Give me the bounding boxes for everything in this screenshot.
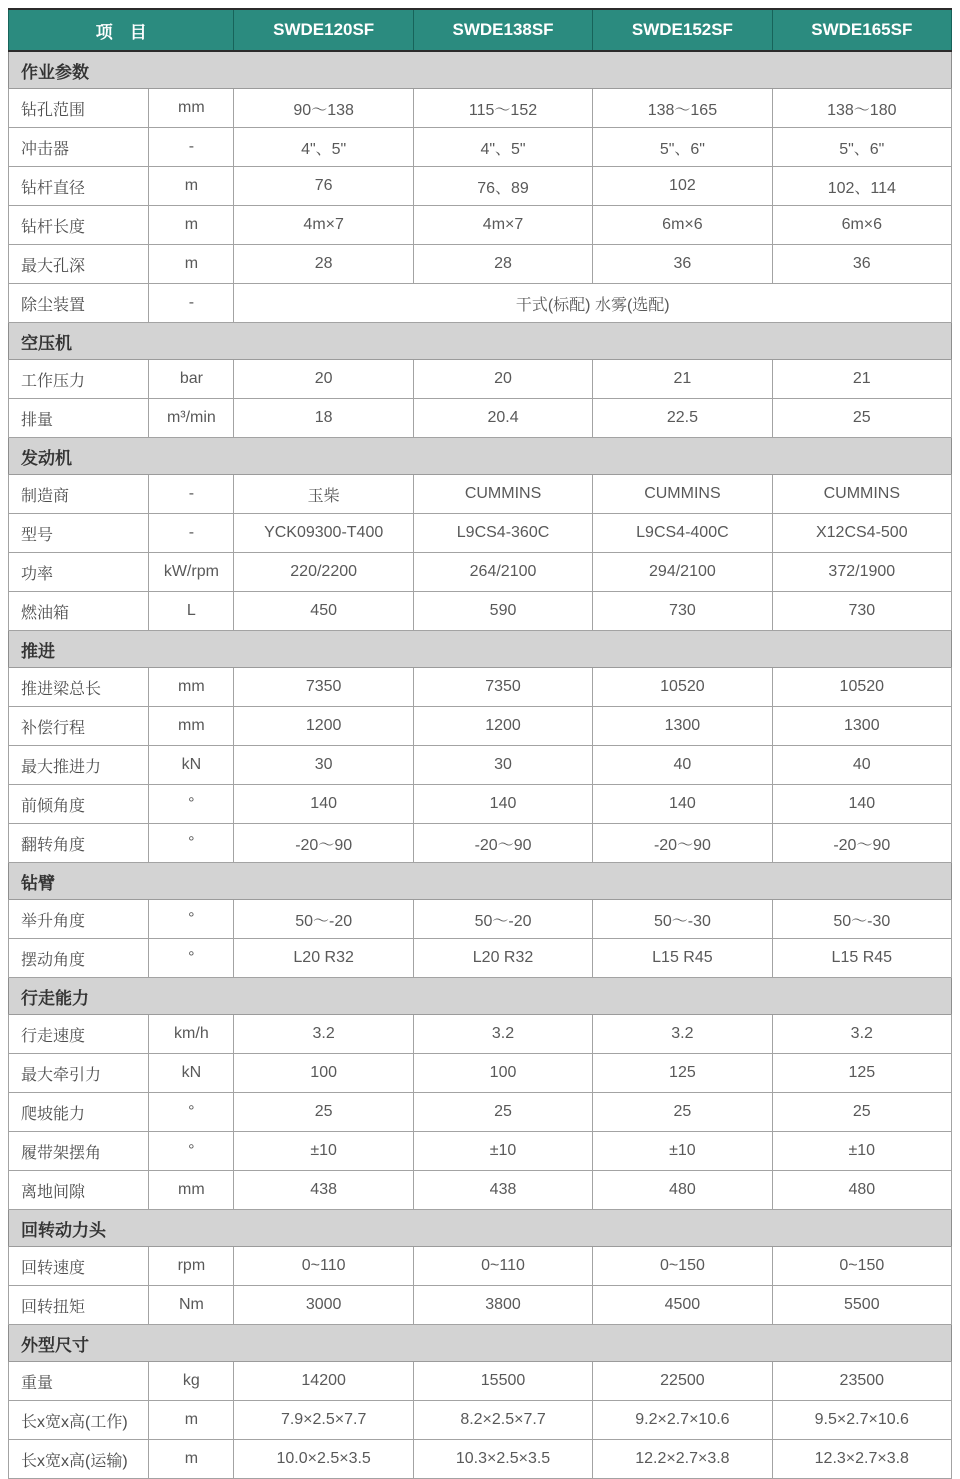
section-title: 发动机 [9,438,952,475]
row-unit: ° [149,824,234,863]
row-value: 21 [772,360,951,399]
row-value: 3.2 [413,1015,592,1054]
row-value: -20～90 [413,824,592,863]
row-value: 28 [413,245,592,284]
row-value: 9.2×2.7×10.6 [593,1401,772,1440]
row-value: 140 [234,785,413,824]
table-row [9,475,952,514]
row-value: 90～138 [234,89,413,128]
row-value: 102、114 [772,167,951,206]
table-row [9,785,952,824]
row-unit: ° [149,1132,234,1171]
row-parameter-name: 型号 [9,514,149,553]
row-value: 50～-30 [593,900,772,939]
row-value: 12.2×2.7×3.8 [593,1440,772,1479]
row-value: 22.5 [593,399,772,438]
row-unit: mm [149,668,234,707]
row-value: 28 [234,245,413,284]
table-row [9,399,952,438]
table-body [9,51,952,1479]
table-row [9,824,952,863]
row-parameter-name: 回转速度 [9,1247,149,1286]
row-value: 4"、5" [413,128,592,167]
row-value: 3.2 [234,1015,413,1054]
row-parameter-name: 长x宽x高(工作) [9,1401,149,1440]
row-unit: m [149,167,234,206]
row-value: L20 R32 [413,939,592,978]
row-value: -20～90 [593,824,772,863]
table-row [9,360,952,399]
row-value: 590 [413,592,592,631]
row-value: 10520 [772,668,951,707]
row-value: 438 [413,1171,592,1210]
row-value: 30 [234,746,413,785]
table-row [9,514,952,553]
row-unit: bar [149,360,234,399]
section-header-row [9,978,952,1015]
row-value: 21 [593,360,772,399]
row-parameter-name: 补偿行程 [9,707,149,746]
row-parameter-name: 最大牵引力 [9,1054,149,1093]
row-value: 0~110 [234,1247,413,1286]
row-value: 1200 [234,707,413,746]
row-unit: kN [149,746,234,785]
section-title: 钻臂 [9,863,952,900]
row-value: 20 [413,360,592,399]
row-unit: - [149,514,234,553]
row-value: 25 [413,1093,592,1132]
row-value: 220/2200 [234,553,413,592]
row-unit: ° [149,785,234,824]
table-row [9,553,952,592]
table-row [9,1247,952,1286]
row-unit: kg [149,1362,234,1401]
row-value: 450 [234,592,413,631]
table-row [9,1401,952,1440]
row-value: 50～-30 [772,900,951,939]
section-header-row [9,51,952,89]
row-value: YCK09300-T400 [234,514,413,553]
row-unit: mm [149,89,234,128]
section-title: 作业参数 [9,51,952,89]
row-value: 264/2100 [413,553,592,592]
table-row [9,1015,952,1054]
table-row [9,1093,952,1132]
table-row [9,284,952,323]
row-value: 20.4 [413,399,592,438]
row-parameter-name: 举升角度 [9,900,149,939]
row-value: ±10 [593,1132,772,1171]
row-unit: ° [149,1093,234,1132]
row-parameter-name: 重量 [9,1362,149,1401]
table-header [9,9,952,51]
row-value: 25 [772,1093,951,1132]
row-value: 480 [593,1171,772,1210]
row-value: 3000 [234,1286,413,1325]
table-row [9,707,952,746]
row-parameter-name: 回转扭矩 [9,1286,149,1325]
row-value: -20～90 [772,824,951,863]
row-value: 10520 [593,668,772,707]
section-title: 外型尺寸 [9,1325,952,1362]
row-value: -20～90 [234,824,413,863]
row-unit: m³/min [149,399,234,438]
table-row [9,1171,952,1210]
row-unit: ° [149,900,234,939]
row-value: 3.2 [593,1015,772,1054]
section-header-row [9,863,952,900]
row-value: 5"、6" [593,128,772,167]
row-value: 25 [593,1093,772,1132]
header-model-swde165sf: SWDE165SF [772,9,951,51]
row-value: 15500 [413,1362,592,1401]
table-row [9,206,952,245]
row-value: 3.2 [772,1015,951,1054]
row-parameter-name: 排量 [9,399,149,438]
table-row [9,1132,952,1171]
row-value: 115～152 [413,89,592,128]
row-value: 138～165 [593,89,772,128]
row-value: 5500 [772,1286,951,1325]
row-value: L9CS4-360C [413,514,592,553]
row-value: 50～-20 [413,900,592,939]
row-value: 0~110 [413,1247,592,1286]
row-value: 10.3×2.5×3.5 [413,1440,592,1479]
row-value: ±10 [234,1132,413,1171]
table-row [9,245,952,284]
row-value: 76 [234,167,413,206]
row-unit: rpm [149,1247,234,1286]
row-value: 8.2×2.5×7.7 [413,1401,592,1440]
row-value: ±10 [772,1132,951,1171]
row-value: 4m×7 [234,206,413,245]
row-parameter-name: 功率 [9,553,149,592]
row-value: 36 [772,245,951,284]
row-value: CUMMINS [593,475,772,514]
row-value: 25 [772,399,951,438]
row-unit: - [149,475,234,514]
table-row [9,1286,952,1325]
row-value: 1300 [772,707,951,746]
row-value: L15 R45 [772,939,951,978]
header-model-swde152sf: SWDE152SF [593,9,772,51]
row-value: 4500 [593,1286,772,1325]
row-value: 1200 [413,707,592,746]
row-value: 100 [413,1054,592,1093]
row-value: 1300 [593,707,772,746]
row-parameter-name: 钻杆直径 [9,167,149,206]
row-unit: m [149,206,234,245]
row-value: 5"、6" [772,128,951,167]
row-parameter-name: 摆动角度 [9,939,149,978]
row-value: 372/1900 [772,553,951,592]
row-value: 4"、5" [234,128,413,167]
row-value: 22500 [593,1362,772,1401]
row-value: 3800 [413,1286,592,1325]
row-value: 20 [234,360,413,399]
row-value: 140 [772,785,951,824]
table-row [9,668,952,707]
row-value: 0~150 [593,1247,772,1286]
header-row [9,9,952,51]
row-value: 294/2100 [593,553,772,592]
table-row [9,592,952,631]
table-row [9,900,952,939]
row-unit: - [149,128,234,167]
row-value: 102 [593,167,772,206]
row-value: L9CS4-400C [593,514,772,553]
row-value: 6m×6 [593,206,772,245]
row-value-merged: 干式(标配) 水雾(选配) [234,284,952,323]
table-row [9,128,952,167]
row-value: 125 [593,1054,772,1093]
header-item-label: 项 目 [9,9,234,51]
row-value: L20 R32 [234,939,413,978]
row-value: 7.9×2.5×7.7 [234,1401,413,1440]
row-value: 140 [593,785,772,824]
row-value: L15 R45 [593,939,772,978]
row-parameter-name: 离地间隙 [9,1171,149,1210]
row-value: 12.3×2.7×3.8 [772,1440,951,1479]
spec-table [8,8,952,1479]
section-header-row [9,631,952,668]
row-value: CUMMINS [772,475,951,514]
row-unit: km/h [149,1015,234,1054]
row-parameter-name: 爬坡能力 [9,1093,149,1132]
row-parameter-name: 翻转角度 [9,824,149,863]
row-value: 730 [772,592,951,631]
row-value: 30 [413,746,592,785]
row-value: 125 [772,1054,951,1093]
row-value: 36 [593,245,772,284]
section-header-row [9,1210,952,1247]
table-row [9,746,952,785]
row-value: 7350 [234,668,413,707]
row-parameter-name: 前倾角度 [9,785,149,824]
row-value: 50～-20 [234,900,413,939]
row-unit: ° [149,939,234,978]
row-unit: Nm [149,1286,234,1325]
section-header-row [9,323,952,360]
row-value: 9.5×2.7×10.6 [772,1401,951,1440]
row-unit: mm [149,707,234,746]
row-value: 25 [234,1093,413,1132]
section-header-row [9,438,952,475]
row-parameter-name: 制造商 [9,475,149,514]
row-unit: m [149,1440,234,1479]
section-title: 回转动力头 [9,1210,952,1247]
row-value: 23500 [772,1362,951,1401]
section-title: 推进 [9,631,952,668]
row-value: 438 [234,1171,413,1210]
row-parameter-name: 长x宽x高(运输) [9,1440,149,1479]
row-value: 40 [772,746,951,785]
row-unit: kW/rpm [149,553,234,592]
row-parameter-name: 推进梁总长 [9,668,149,707]
row-value: 140 [413,785,592,824]
row-value: 480 [772,1171,951,1210]
header-model-swde120sf: SWDE120SF [234,9,413,51]
row-parameter-name: 履带架摆角 [9,1132,149,1171]
row-parameter-name: 最大孔深 [9,245,149,284]
row-unit: mm [149,1171,234,1210]
row-value: 76、89 [413,167,592,206]
row-parameter-name: 燃油箱 [9,592,149,631]
row-unit: m [149,1401,234,1440]
table-row [9,1440,952,1479]
row-parameter-name: 最大推进力 [9,746,149,785]
row-value: 14200 [234,1362,413,1401]
row-value: 6m×6 [772,206,951,245]
table-row [9,1362,952,1401]
table-row [9,939,952,978]
table-row [9,89,952,128]
row-parameter-name: 行走速度 [9,1015,149,1054]
row-unit: - [149,284,234,323]
table-row [9,1054,952,1093]
row-unit: L [149,592,234,631]
header-model-swde138sf: SWDE138SF [413,9,592,51]
row-value: 4m×7 [413,206,592,245]
section-title: 空压机 [9,323,952,360]
row-parameter-name: 冲击器 [9,128,149,167]
row-unit: m [149,245,234,284]
row-value: ±10 [413,1132,592,1171]
row-value: 40 [593,746,772,785]
row-unit: kN [149,1054,234,1093]
section-header-row [9,1325,952,1362]
row-value: 7350 [413,668,592,707]
row-value: X12CS4-500 [772,514,951,553]
row-value: 138～180 [772,89,951,128]
row-value: 10.0×2.5×3.5 [234,1440,413,1479]
row-value: 玉柴 [234,475,413,514]
row-parameter-name: 工作压力 [9,360,149,399]
row-value: CUMMINS [413,475,592,514]
row-parameter-name: 钻孔范围 [9,89,149,128]
row-value: 100 [234,1054,413,1093]
row-parameter-name: 钻杆长度 [9,206,149,245]
row-value: 18 [234,399,413,438]
section-title: 行走能力 [9,978,952,1015]
row-parameter-name: 除尘装置 [9,284,149,323]
row-value: 730 [593,592,772,631]
row-value: 0~150 [772,1247,951,1286]
table-row [9,167,952,206]
